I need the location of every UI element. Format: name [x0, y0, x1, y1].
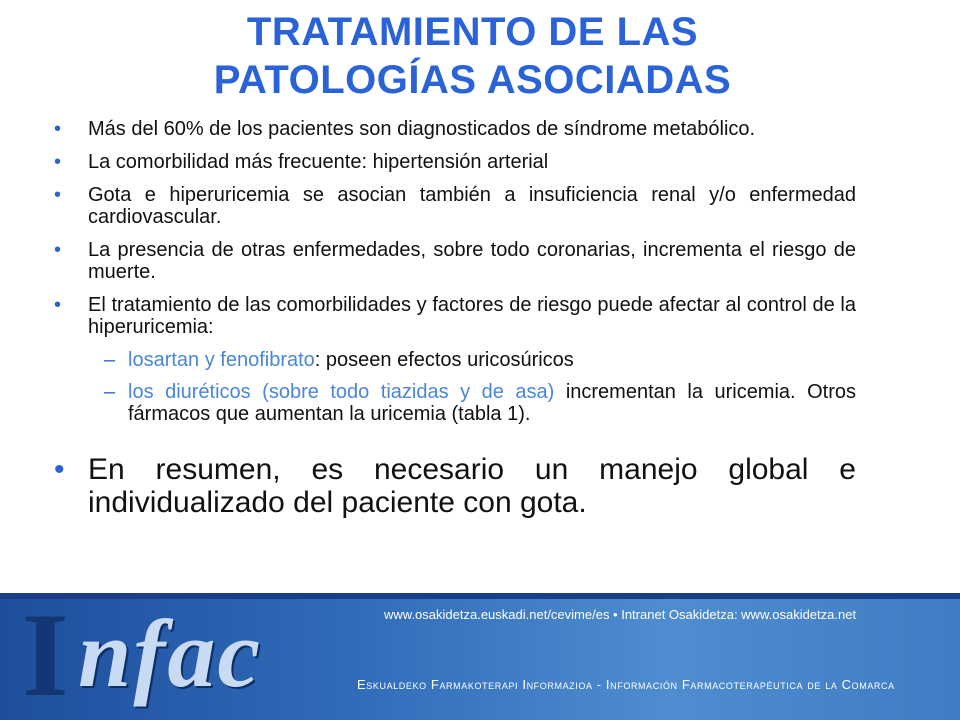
- bullet-list: [52, 118, 856, 519]
- summary-item: [52, 453, 856, 519]
- bullet-dot-icon: •: [54, 453, 65, 486]
- bullet-text: La presencia de otras enfermedades, sobre todo coronarias, incrementa el riesgo de muerte.: [88, 239, 856, 283]
- footer-tagline: Eskualdeko Farmakoterapi Informazioa - Información Farmacoterapéutica de la Comarca: [357, 677, 895, 692]
- slide-title: [0, 8, 945, 104]
- sub-bullet-text: incrementan la uricemia. Otros fármacos que aumentan la uricemia (tabla 1).: [128, 381, 857, 425]
- bullet-dot-icon: •: [54, 239, 62, 261]
- footer-banner: [0, 593, 960, 720]
- bullet-item: [52, 239, 856, 283]
- infac-logo-text: nfac: [78, 600, 262, 707]
- bullet-text: La comorbilidad más frecuente: hipertensión arterial: [88, 151, 549, 173]
- summary-text: En resumen, es necesario un manejo global e individualizado del paciente con gota.: [88, 453, 856, 519]
- bullet-dot-icon: •: [54, 118, 62, 140]
- bullet-text: El tratamiento de las comorbilidades y factores de riesgo puede afectar al control de la hiperuricemia:: [88, 294, 856, 338]
- bullet-text: Gota e hiperuricemia se asocian también a insuficiencia renal y/o enfermedad cardiovascular.: [88, 184, 856, 228]
- bullet-item: [52, 184, 856, 228]
- dash-icon: –: [104, 349, 116, 371]
- infac-logo-initial: I: [22, 593, 69, 720]
- sub-bullet-highlight: losartan y fenofibrato: [128, 349, 315, 371]
- bullet-item: [52, 294, 856, 338]
- bullet-item: [52, 118, 856, 140]
- dash-icon: –: [104, 381, 116, 403]
- footer-urls: www.osakidetza.euskadi.net/cevime/es • Intranet Osakidetza: www.osakidetza.net: [384, 607, 857, 622]
- bullet-dot-icon: •: [54, 184, 62, 206]
- sub-bullet-text: : poseen efectos uricosúricos: [314, 349, 574, 371]
- slide-title-line-2: PATOLOGÍAS ASOCIADAS: [213, 58, 732, 102]
- sub-bullet-item: [52, 381, 856, 425]
- bullet-dot-icon: •: [54, 294, 62, 316]
- sub-bullet-item: [52, 349, 856, 371]
- bullet-item: [52, 151, 856, 173]
- bullet-text: Más del 60% de los pacientes son diagnosticados de síndrome metabólico.: [88, 118, 756, 140]
- slide-title-line-1: TRATAMIENTO DE LAS: [246, 10, 699, 54]
- bullet-dot-icon: •: [54, 151, 62, 173]
- sub-bullet-highlight: los diuréticos (sobre todo tiazidas y de asa): [128, 381, 555, 403]
